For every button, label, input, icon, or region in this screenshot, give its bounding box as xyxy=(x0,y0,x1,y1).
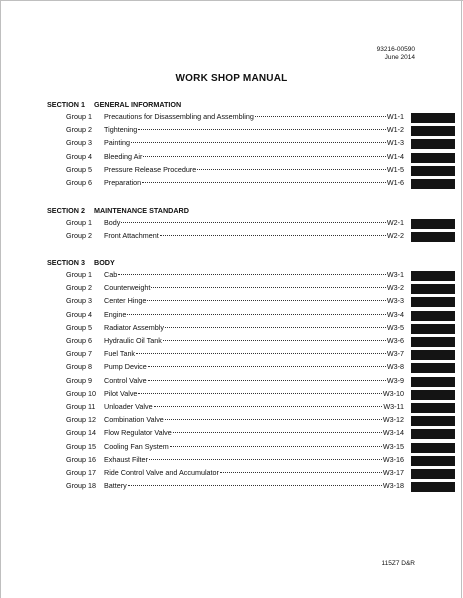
dot-leader xyxy=(136,353,386,354)
toc-group-label: Group 7 xyxy=(66,349,92,358)
thumb-index-tab xyxy=(411,456,455,466)
thumb-index-tab xyxy=(411,324,455,334)
toc-entry-title: Counterweight xyxy=(104,283,151,292)
dot-leader xyxy=(138,129,386,130)
toc-entry-title: Center Hinge xyxy=(104,296,147,305)
toc-page-number: W3-1 xyxy=(386,270,404,279)
toc-page-number: W3-10 xyxy=(382,389,404,398)
dot-leader xyxy=(149,459,382,460)
page-border-left xyxy=(0,0,1,598)
toc-entry-title: Unloader Valve xyxy=(104,402,153,411)
toc-page-number: W3-11 xyxy=(383,402,404,411)
toc-group-label: Group 8 xyxy=(66,362,92,371)
toc-entry[interactable] xyxy=(66,125,404,135)
toc-group-label: Group 17 xyxy=(66,468,96,477)
dot-leader xyxy=(127,314,385,315)
dot-leader xyxy=(163,340,386,341)
toc-group-label: Group 4 xyxy=(66,310,92,319)
dot-leader xyxy=(173,432,382,433)
toc-entry-title: Tightening xyxy=(104,125,138,134)
toc-entry-title: Flow Regulator Valve xyxy=(104,428,172,437)
toc-page-number: W1-4 xyxy=(386,152,404,161)
toc-entry-title: Bleeding Air xyxy=(104,152,143,161)
toc-entry-title: Cab xyxy=(104,270,118,279)
thumb-index-tab xyxy=(411,126,455,136)
toc-page-number: W3-8 xyxy=(386,362,404,371)
section-name: BODY xyxy=(94,258,115,267)
dot-leader xyxy=(148,380,386,381)
toc-group-label: Group 1 xyxy=(66,112,92,121)
toc-entry[interactable] xyxy=(66,152,404,162)
toc-entry[interactable] xyxy=(66,389,404,399)
toc-page-number: W3-7 xyxy=(386,349,404,358)
section-number: SECTION 2 xyxy=(47,206,85,215)
toc-group-label: Group 3 xyxy=(66,296,92,305)
toc-entry-title: Pilot Valve xyxy=(104,389,138,398)
dot-leader xyxy=(118,274,386,275)
dot-leader xyxy=(143,156,385,157)
toc-entry[interactable] xyxy=(66,468,404,478)
toc-entry-title: Ride Control Valve and Accumulator xyxy=(104,468,219,477)
toc-entry[interactable] xyxy=(66,283,404,293)
dot-leader xyxy=(128,485,382,486)
thumb-index-tab xyxy=(411,337,455,347)
dot-leader xyxy=(160,235,386,236)
footer-code: 115Z7 D&R xyxy=(381,560,415,567)
toc-group-label: Group 18 xyxy=(66,481,96,490)
toc-page-number: W3-2 xyxy=(386,283,404,292)
toc-page-number: W3-14 xyxy=(382,428,404,437)
toc-page-number: W2-2 xyxy=(386,231,404,240)
toc-group-label: Group 2 xyxy=(66,125,92,134)
toc-page-number: W3-17 xyxy=(382,468,404,477)
thumb-index-tab xyxy=(411,469,455,479)
toc-group-label: Group 9 xyxy=(66,376,92,385)
toc-group-label: Group 4 xyxy=(66,152,92,161)
dot-leader xyxy=(147,300,385,301)
toc-group-label: Group 10 xyxy=(66,389,96,398)
thumb-index-tab xyxy=(411,166,455,176)
section-heading xyxy=(47,258,115,267)
toc-page-number: W1-3 xyxy=(386,138,404,147)
toc-entry-title: Combination Valve xyxy=(104,415,164,424)
toc-entry-title: Preparation xyxy=(104,178,142,187)
document-code: 93216-00590 xyxy=(376,46,415,53)
dot-leader xyxy=(170,446,382,447)
toc-group-label: Group 2 xyxy=(66,231,92,240)
thumb-index-tab xyxy=(411,311,455,321)
thumb-index-tab xyxy=(411,153,455,163)
thumb-index-tab xyxy=(411,271,455,281)
thumb-index-tab xyxy=(411,363,455,373)
dot-leader xyxy=(154,406,383,407)
thumb-index-tab xyxy=(411,179,455,189)
toc-entry[interactable] xyxy=(66,296,404,306)
toc-entry[interactable] xyxy=(66,218,404,228)
toc-group-label: Group 5 xyxy=(66,165,92,174)
toc-entry[interactable] xyxy=(66,310,404,320)
toc-group-label: Group 3 xyxy=(66,138,92,147)
toc-entry-title: Pressure Release Procedure xyxy=(104,165,197,174)
thumb-index-tab xyxy=(411,284,455,294)
section-number: SECTION 1 xyxy=(47,100,85,109)
toc-entry-title: Exhaust Filter xyxy=(104,455,148,464)
toc-group-label: Group 6 xyxy=(66,178,92,187)
toc-page-number: W3-9 xyxy=(386,376,404,385)
toc-page-number: W3-16 xyxy=(382,455,404,464)
toc-page-number: W3-12 xyxy=(382,415,404,424)
toc-group-label: Group 5 xyxy=(66,323,92,332)
toc-group-label: Group 2 xyxy=(66,283,92,292)
toc-entry[interactable] xyxy=(66,481,404,491)
section-heading xyxy=(47,100,181,109)
toc-entry[interactable] xyxy=(66,178,404,188)
toc-entry[interactable] xyxy=(66,138,404,148)
toc-page-number: W1-2 xyxy=(386,125,404,134)
toc-page-number: W1-5 xyxy=(386,165,404,174)
dot-leader xyxy=(121,222,385,223)
toc-entry[interactable] xyxy=(66,415,404,425)
toc-group-label: Group 14 xyxy=(66,428,96,437)
toc-page-number: W3-3 xyxy=(386,296,404,305)
toc-entry-title: Fuel Tank xyxy=(104,349,136,358)
toc-entry[interactable] xyxy=(66,455,404,465)
thumb-index-tab xyxy=(411,377,455,387)
dot-leader xyxy=(131,142,386,143)
thumb-index-tab xyxy=(411,297,455,307)
toc-entry-title: Body xyxy=(104,218,121,227)
thumb-index-tab xyxy=(411,403,455,413)
dot-leader xyxy=(151,287,385,288)
toc-entry[interactable] xyxy=(66,336,404,346)
toc-entry[interactable] xyxy=(66,428,404,438)
toc-page-number: W3-15 xyxy=(382,442,404,451)
toc-entry[interactable] xyxy=(66,442,404,452)
page-border-right xyxy=(461,0,462,598)
dot-leader xyxy=(220,472,382,473)
toc-entry[interactable] xyxy=(66,112,404,122)
dot-leader xyxy=(148,366,386,367)
dot-leader xyxy=(255,116,386,117)
toc-entry[interactable] xyxy=(66,376,404,386)
toc-entry-title: Pump Device xyxy=(104,362,147,371)
toc-group-label: Group 11 xyxy=(66,402,96,411)
toc-entry-title: Painting xyxy=(104,138,130,147)
toc-entry-title: Battery xyxy=(104,481,127,490)
section-name: GENERAL INFORMATION xyxy=(94,100,182,109)
toc-page-number: W2-1 xyxy=(386,218,404,227)
thumb-index-tab xyxy=(411,390,455,400)
toc-page-number: W3-6 xyxy=(386,336,404,345)
toc-page-number: W1-6 xyxy=(386,178,404,187)
toc-entry[interactable] xyxy=(66,362,404,372)
toc-page-number: W3-5 xyxy=(386,323,404,332)
section-number: SECTION 3 xyxy=(47,258,85,267)
toc-group-label: Group 1 xyxy=(66,218,92,227)
toc-page-number: W3-4 xyxy=(386,310,404,319)
toc-page-number: W1-1 xyxy=(386,112,404,121)
toc-entry-title: Radiator Assembly xyxy=(104,323,164,332)
toc-entry[interactable] xyxy=(66,349,404,359)
toc-entry[interactable] xyxy=(66,402,404,412)
thumb-index-tab xyxy=(411,429,455,439)
document-meta xyxy=(377,46,415,62)
toc-entry-title: Engine xyxy=(104,310,127,319)
thumb-index-tab xyxy=(411,482,455,492)
dot-leader xyxy=(138,393,381,394)
toc-page-number: W3-18 xyxy=(382,481,404,490)
toc-entry-title: Control Valve xyxy=(104,376,147,385)
toc-group-label: Group 1 xyxy=(66,270,92,279)
toc-entry-title: Hydraulic Oil Tank xyxy=(104,336,162,345)
toc-entry-title: Cooling Fan System xyxy=(104,442,169,451)
page-title: WORK SHOP MANUAL xyxy=(175,73,288,84)
toc-entry[interactable] xyxy=(66,270,404,280)
thumb-index-tab xyxy=(411,416,455,426)
thumb-index-tab xyxy=(411,350,455,360)
toc-entry-title: Front Attachment xyxy=(104,231,159,240)
thumb-index-tab xyxy=(411,139,455,149)
toc-entry[interactable] xyxy=(66,231,404,241)
toc-group-label: Group 12 xyxy=(66,415,96,424)
dot-leader xyxy=(142,182,386,183)
thumb-index-tab xyxy=(411,443,455,453)
toc-group-label: Group 6 xyxy=(66,336,92,345)
toc-entry[interactable] xyxy=(66,165,404,175)
page-border-top xyxy=(0,0,463,1)
toc-entry[interactable] xyxy=(66,323,404,333)
toc-group-label: Group 15 xyxy=(66,442,96,451)
dot-leader xyxy=(197,169,386,170)
section-name: MAINTENANCE STANDARD xyxy=(94,206,189,215)
thumb-index-tab xyxy=(411,219,455,229)
document-date: June 2014 xyxy=(384,54,415,61)
toc-entry-title: Precautions for Disassembling and Assembling xyxy=(104,112,254,121)
section-heading xyxy=(47,206,189,215)
toc-group-label: Group 16 xyxy=(66,455,96,464)
dot-leader xyxy=(165,419,382,420)
thumb-index-tab xyxy=(411,113,455,123)
thumb-index-tab xyxy=(411,232,455,242)
dot-leader xyxy=(165,327,386,328)
